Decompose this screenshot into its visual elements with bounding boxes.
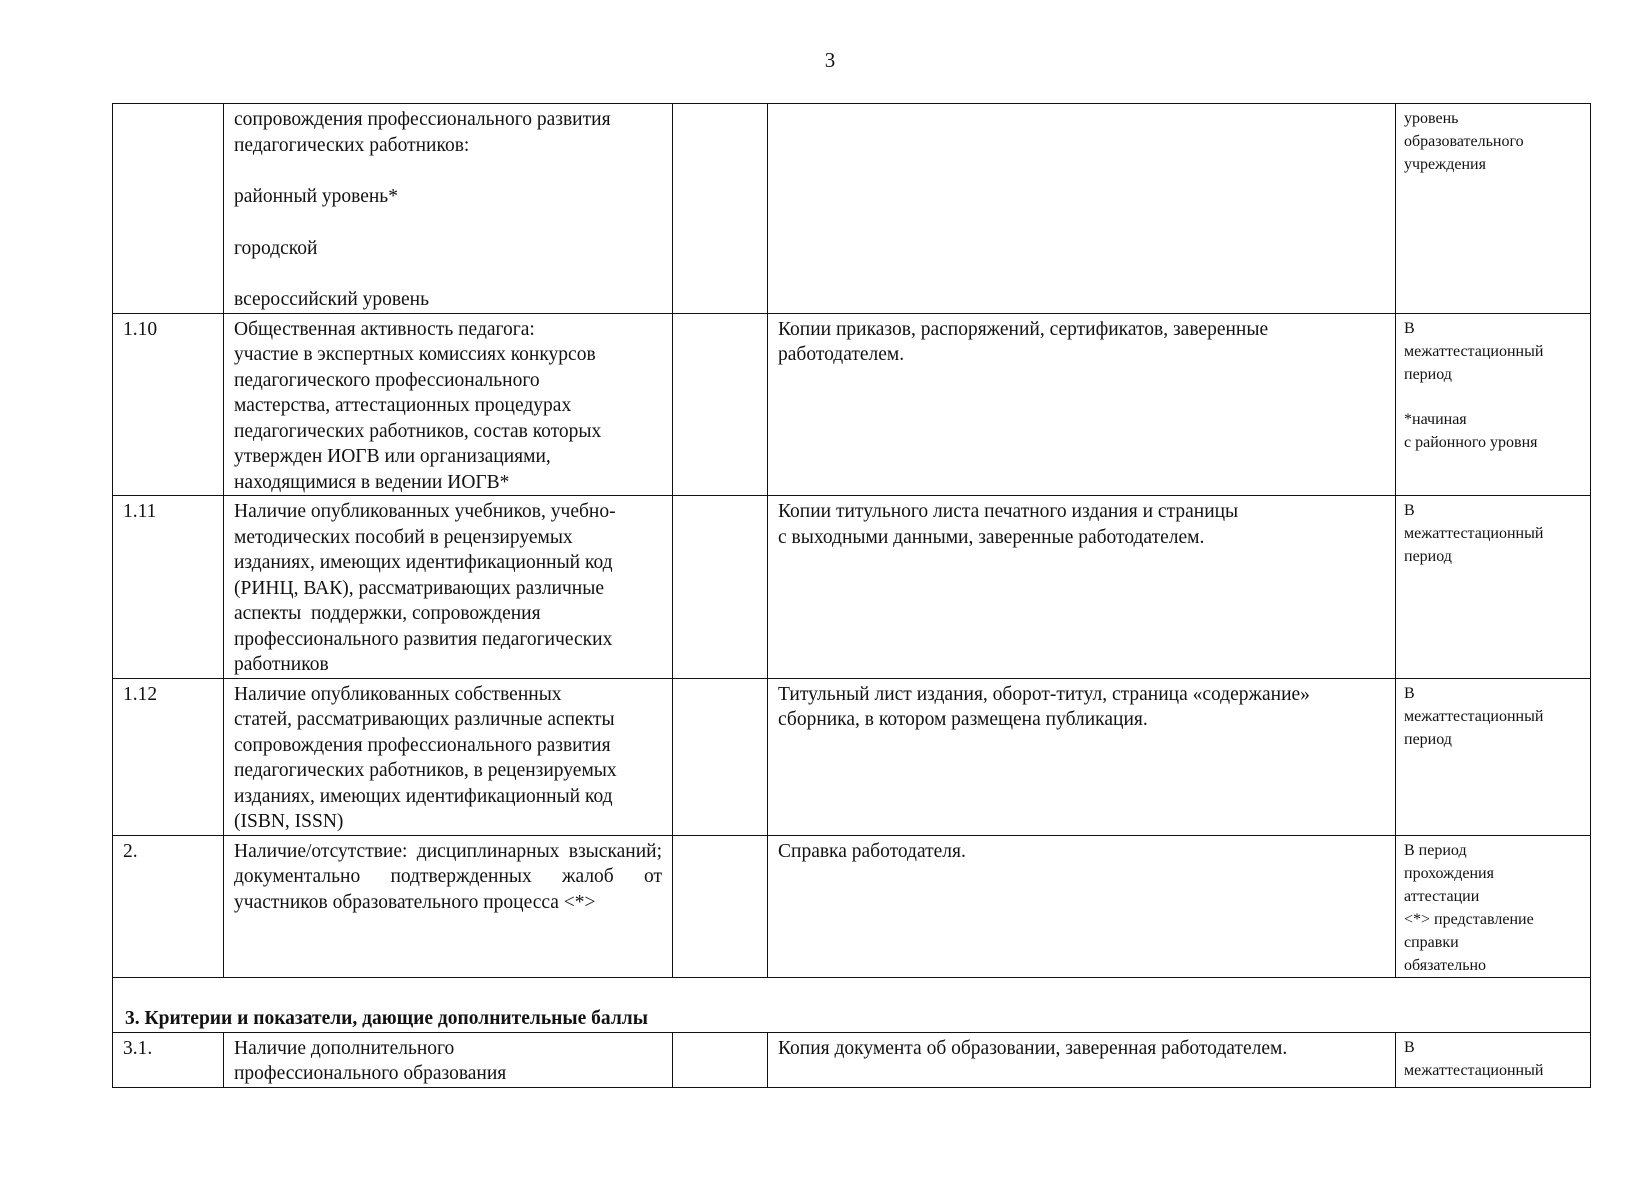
criterion-line: педагогических работников, в рецензируемых xyxy=(234,760,617,781)
note-cell xyxy=(1396,835,1591,977)
criterion-line: Наличие дополнительного xyxy=(234,1037,455,1059)
row-number: 1.12 xyxy=(113,678,224,835)
criterion-cell xyxy=(224,496,673,679)
documents-line: сборника, в котором размещена публикация. xyxy=(778,709,1148,730)
note-line: межаттестационный xyxy=(1404,707,1544,725)
documents-line: работодателем. xyxy=(778,344,905,365)
note-line: период xyxy=(1404,548,1452,565)
table-row xyxy=(113,496,1591,679)
criterion-line: всероссийский уровень xyxy=(234,289,430,310)
row-number: 3.1. xyxy=(113,1032,224,1087)
note-line: межаттестационный xyxy=(1404,342,1544,360)
score-cell xyxy=(673,496,768,679)
criterion-cell: Наличие/отсутствие: дисциплинарных взысканий; документально подтвержденных жалоб от участников образовательного процесса <*> xyxy=(224,835,673,977)
note-line: справки xyxy=(1404,933,1459,951)
table-row xyxy=(113,678,1591,835)
score-cell xyxy=(673,678,768,835)
criterion-line xyxy=(234,261,662,287)
documents-line: Титульный лист издания, оборот-титул, страница «содержание» xyxy=(778,683,1310,705)
note-line: учреждения xyxy=(1404,156,1486,173)
note-cell xyxy=(1396,678,1591,835)
criterion-cell xyxy=(224,1032,673,1087)
note-line: период xyxy=(1404,730,1452,748)
note-line: образовательного xyxy=(1404,133,1524,150)
criterion-cell xyxy=(224,678,673,835)
documents-line: Копии приказов, распоряжений, сертификатов, заверенные xyxy=(778,318,1269,340)
criterion-line: профессионального образования xyxy=(234,1063,507,1084)
documents-cell xyxy=(768,1032,1396,1087)
note-line: В xyxy=(1404,684,1415,702)
criterion-line: сопровождения профессионального развития xyxy=(234,109,611,130)
row-number: 2. xyxy=(113,835,224,977)
criterion-line: (РИНЦ, ВАК), рассматривающих различные xyxy=(234,577,604,599)
note-line: В xyxy=(1404,1038,1415,1056)
documents-line: Справка работодателя. xyxy=(778,840,966,862)
criteria-table xyxy=(112,103,1591,1088)
criterion-line: педагогических работников, состав которых xyxy=(234,420,602,442)
note-line: период xyxy=(1404,365,1452,383)
criterion-line: сопровождения профессионального развития xyxy=(234,734,611,756)
criterion-line: Наличие опубликованных учебников, учебно- xyxy=(234,501,616,522)
criterion-cell xyxy=(224,104,673,314)
documents-cell xyxy=(768,104,1396,314)
criterion-line: утвержден ИОГВ или организациями, xyxy=(234,446,551,467)
criterion-line: профессионального развития педагогических xyxy=(234,628,613,650)
criterion-line: педагогического профессионального xyxy=(234,369,540,391)
note-line: обязательно xyxy=(1404,956,1487,974)
criterion-line: методических пособий в рецензируемых xyxy=(234,526,573,548)
criterion-line: статей, рассматривающих различные аспекты xyxy=(234,709,615,730)
criterion-line: аспекты поддержки, сопровождения xyxy=(234,603,541,624)
documents-cell xyxy=(768,678,1396,835)
documents-line: Копии титульного листа печатного издания и страницы xyxy=(778,501,1239,522)
section-heading-row xyxy=(113,977,1591,1032)
criterion-line: районный уровень* xyxy=(234,186,398,207)
page-number: 3 xyxy=(824,48,836,72)
documents-cell xyxy=(768,496,1396,679)
criterion-line: Общественная активность педагога: xyxy=(234,318,535,340)
score-cell xyxy=(673,835,768,977)
note-line: аттестации xyxy=(1404,887,1480,905)
note-line: В xyxy=(1404,319,1415,337)
criterion-line: изданиях, имеющих идентификационный код xyxy=(234,785,613,807)
score-cell xyxy=(673,104,768,314)
note-cell xyxy=(1396,313,1591,496)
note-line: прохождения xyxy=(1404,864,1494,882)
table-row xyxy=(113,104,1591,314)
criterion-line xyxy=(234,210,662,236)
note-cell xyxy=(1396,496,1591,679)
documents-line: с выходными данными, заверенные работодателем. xyxy=(778,526,1205,548)
note-line: межаттестационный xyxy=(1404,1061,1544,1079)
row-number: 1.11 xyxy=(113,496,224,679)
note-line xyxy=(1404,386,1586,408)
documents-cell xyxy=(768,835,1396,977)
section-heading: 3. Критерии и показатели, дающие дополнительные баллы xyxy=(113,977,1591,1032)
note-line: уровень xyxy=(1404,110,1459,127)
criterion-line: работников xyxy=(234,654,329,675)
note-line: В период xyxy=(1404,841,1467,859)
documents-line: Копия документа об образовании, заверенная работодателем. xyxy=(778,1037,1288,1059)
note-line: <*> представление xyxy=(1404,910,1534,928)
note-cell xyxy=(1396,104,1591,314)
criterion-line: педагогических работников: xyxy=(234,134,470,156)
criterion-line: участие в экспертных комиссиях конкурсов xyxy=(234,344,596,365)
note-line: с районного уровня xyxy=(1404,433,1538,451)
score-cell xyxy=(673,1032,768,1087)
table-row xyxy=(113,835,1591,977)
table-row xyxy=(113,1032,1591,1087)
note-line: межаттестационный xyxy=(1404,525,1544,542)
note-line: *начиная xyxy=(1404,410,1467,428)
criterion-line: находящимися в ведении ИОГВ* xyxy=(234,471,510,493)
note-line: В xyxy=(1404,502,1415,519)
criterion-line xyxy=(234,158,662,184)
criterion-cell xyxy=(224,313,673,496)
table-row xyxy=(113,313,1591,496)
criterion-line: городской xyxy=(234,237,318,259)
note-cell xyxy=(1396,1032,1591,1087)
criterion-line: (ISBN, ISSN) xyxy=(234,811,344,832)
criterion-line: изданиях, имеющих идентификационный код xyxy=(234,552,613,573)
criterion-line: мастерства, аттестационных процедурах xyxy=(234,395,572,416)
score-cell xyxy=(673,313,768,496)
criterion-line: Наличие опубликованных собственных xyxy=(234,683,562,705)
row-number xyxy=(113,104,224,314)
row-number: 1.10 xyxy=(113,313,224,496)
documents-cell xyxy=(768,313,1396,496)
